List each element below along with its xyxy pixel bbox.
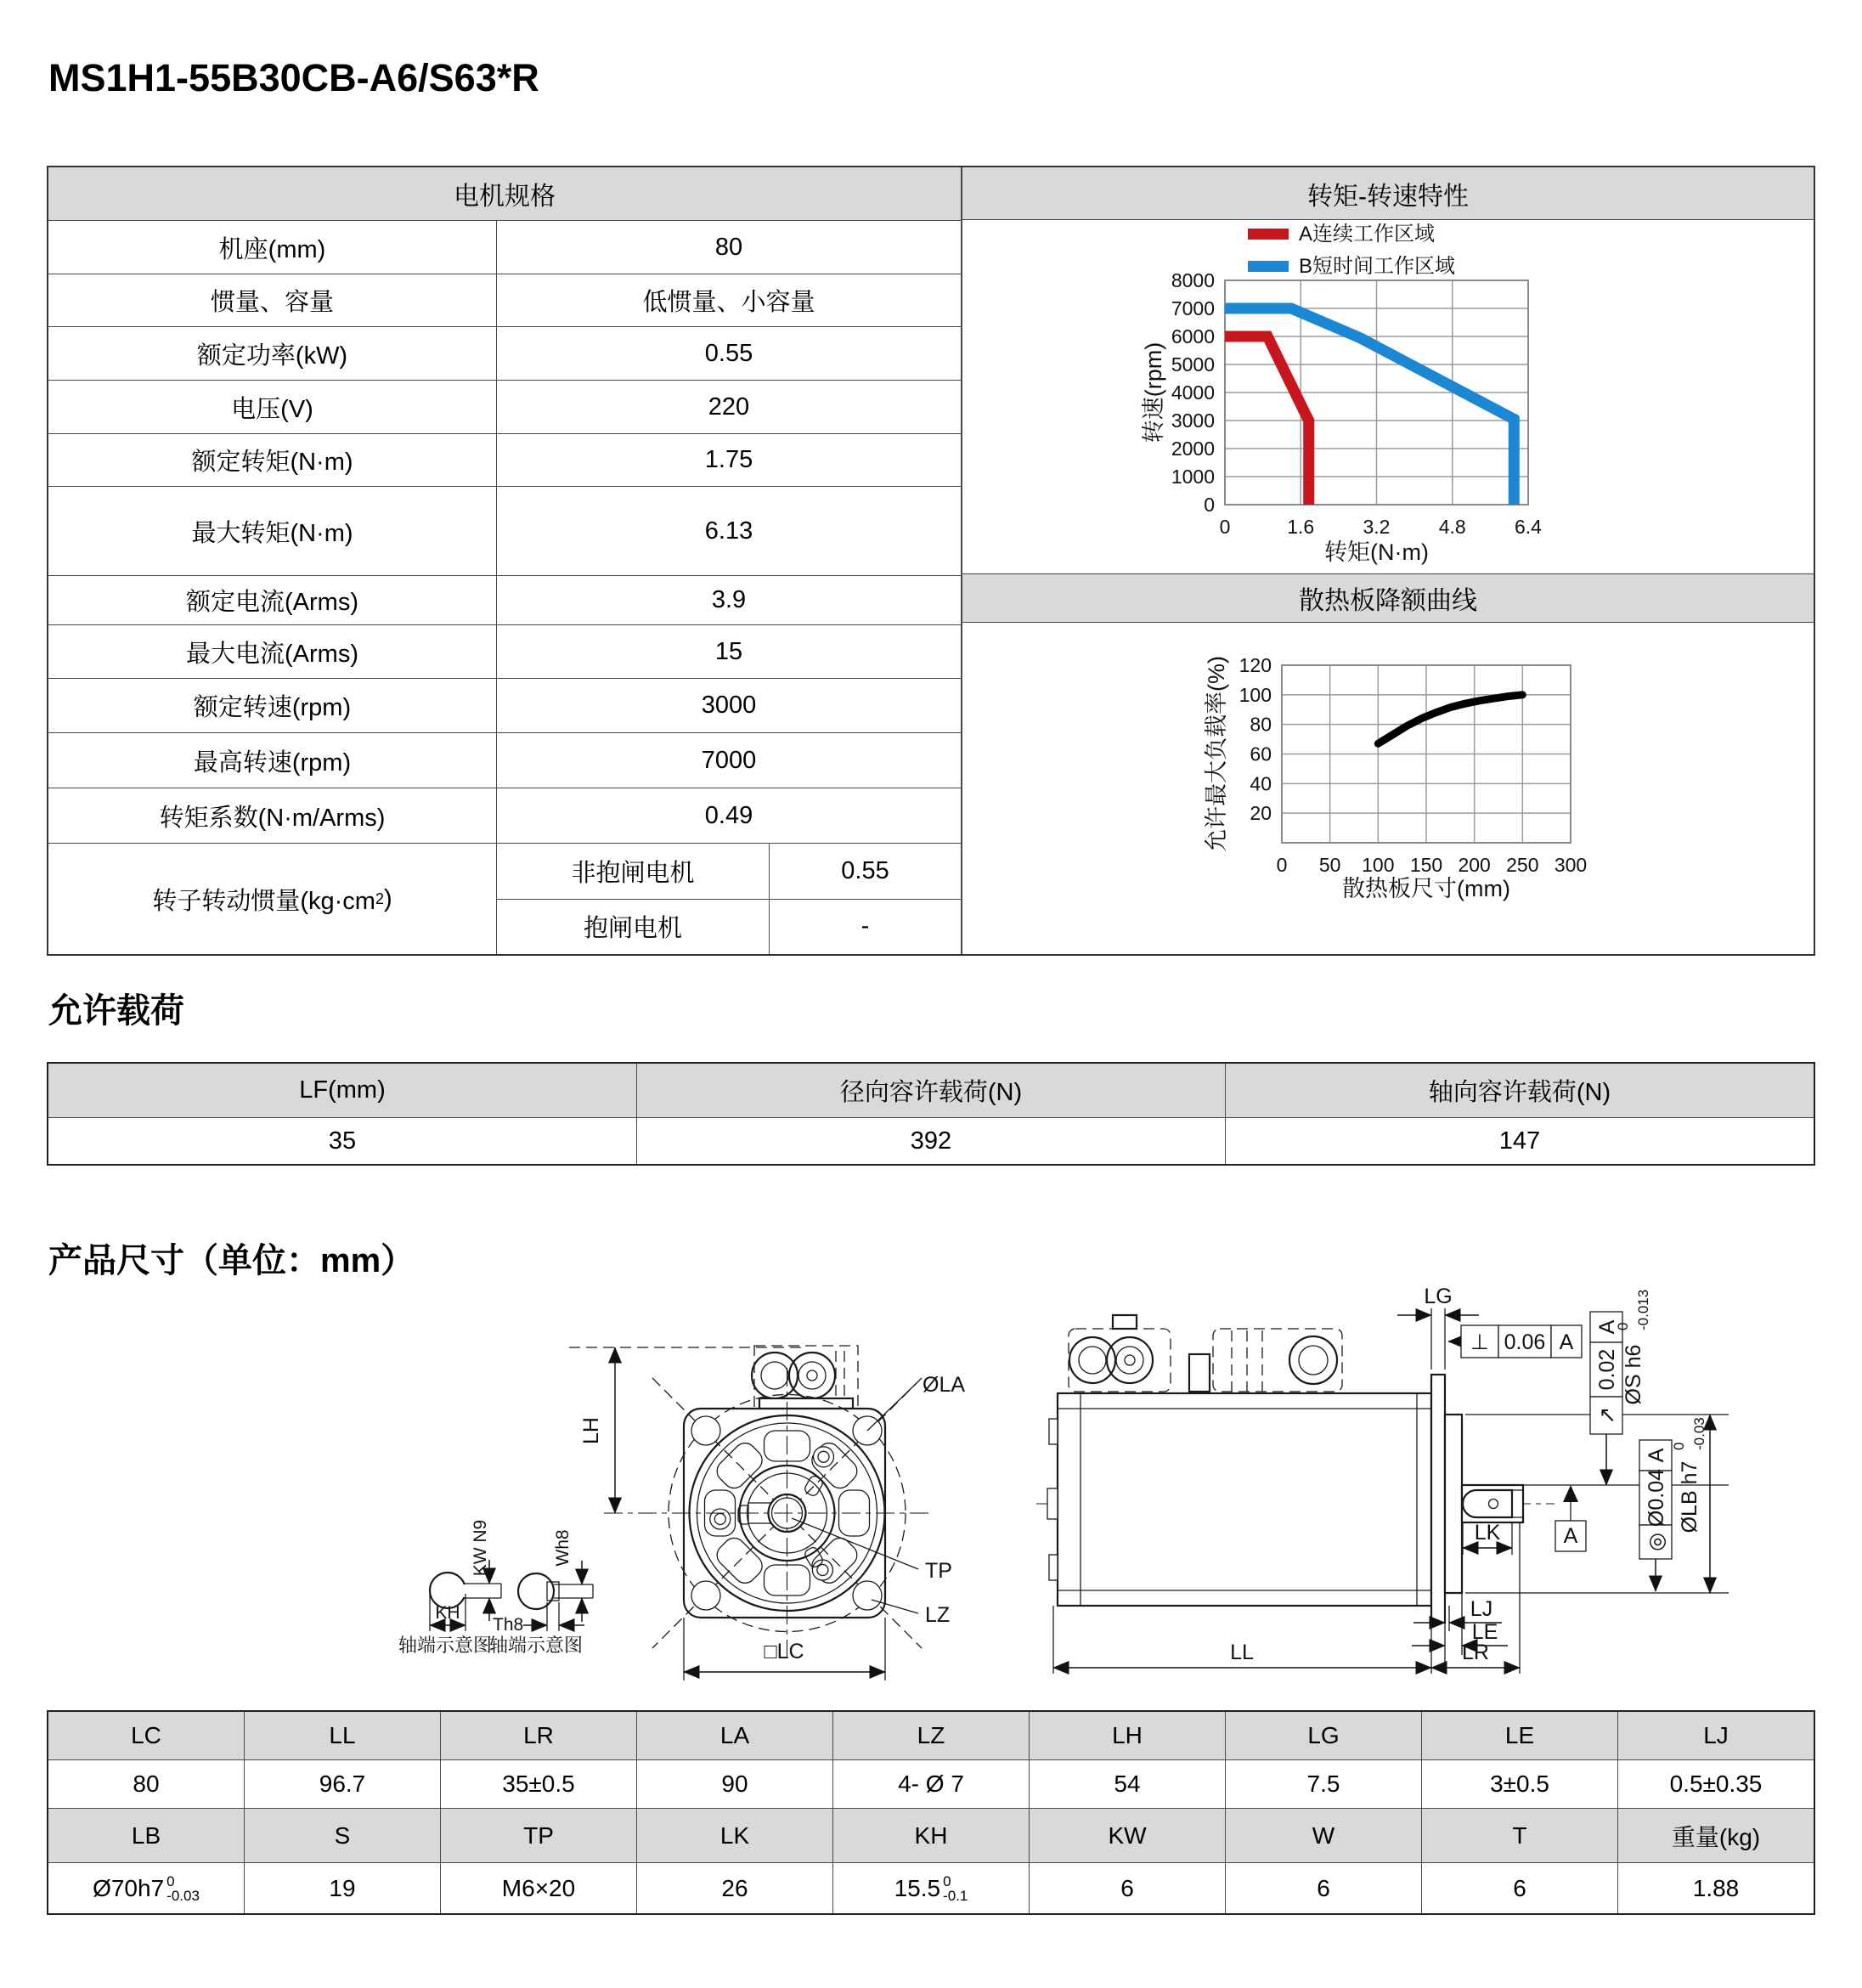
table-row <box>497 844 961 899</box>
svg-text:200: 200 <box>1458 854 1491 876</box>
table-cell: 80 <box>133 1771 160 1797</box>
table-row <box>48 678 961 732</box>
shaft-end-caption: 轴端示意图 <box>398 1635 493 1656</box>
derating-chart-title: 散热板降额曲线 <box>962 573 1814 623</box>
label-ll: LL <box>1230 1641 1254 1664</box>
svg-text:0: 0 <box>1276 854 1288 876</box>
spec-label: 额定转速(rpm) <box>48 679 497 732</box>
table-cell: 6 <box>1029 1863 1225 1913</box>
inertia-label-close: ) <box>383 884 392 912</box>
derating-chart <box>962 623 1815 954</box>
svg-text:ØS h6: ØS h6 <box>1622 1344 1645 1405</box>
table-header-cell: 轴向容许载荷(N) <box>1225 1064 1814 1117</box>
svg-text:0.02: 0.02 <box>1595 1348 1619 1391</box>
spec-label: 电压(V) <box>48 381 497 433</box>
table-row <box>48 326 961 380</box>
spec-value: 3.9 <box>711 586 747 613</box>
table-cell: 35±0.5 <box>440 1760 636 1808</box>
label-tp: TP <box>925 1559 952 1583</box>
table-row <box>48 788 961 843</box>
table-row <box>48 1808 1814 1862</box>
torque-chart-title: 转矩-转速特性 <box>962 167 1814 220</box>
motor-spec-table <box>47 166 1815 956</box>
table-header-cell: LC <box>131 1722 161 1748</box>
table-header-cell: T <box>1421 1809 1617 1862</box>
spec-label: 转矩系数(N·m/Arms) <box>48 788 497 843</box>
label-lg: LG <box>1424 1285 1453 1308</box>
spec-value: 0.49 <box>704 801 753 829</box>
table-header-cell: LJ <box>1617 1712 1814 1759</box>
svg-text:50: 50 <box>1318 854 1341 876</box>
table-cell: 4- Ø 7 <box>832 1760 1029 1808</box>
svg-text:120: 120 <box>1239 654 1272 676</box>
dimension-drawings <box>255 1274 1815 1709</box>
spec-label: 机座(mm) <box>48 221 497 274</box>
svg-text:7000: 7000 <box>1171 297 1215 319</box>
table-header-cell: LE <box>1421 1712 1617 1759</box>
torque-speed-chart <box>962 220 1815 573</box>
svg-text:0: 0 <box>1204 494 1215 516</box>
svg-text:0.06: 0.06 <box>1504 1330 1546 1354</box>
table-row <box>48 380 961 433</box>
svg-text:0: 0 <box>1219 516 1231 538</box>
table-header-cell: KW <box>1029 1809 1225 1862</box>
svg-text:100: 100 <box>1239 683 1272 706</box>
svg-text:6.4: 6.4 <box>1515 516 1542 538</box>
svg-text:A连续工作区域: A连续工作区域 <box>1299 223 1436 246</box>
label-wh: Wh8 <box>553 1529 573 1567</box>
label-th: Th8 <box>493 1615 524 1635</box>
table-row <box>48 1712 1814 1759</box>
inertia-sub-label: 非抱闸电机 <box>497 844 770 899</box>
table-cell: 6 <box>1421 1863 1617 1913</box>
table-cell: 26 <box>636 1863 832 1913</box>
table-header-cell: TP <box>440 1809 636 1862</box>
table-row <box>48 1759 1814 1808</box>
product-dim-title: 产品尺寸（单位：mm） <box>48 1242 415 1279</box>
shaft-end-caption: 轴端示意图 <box>488 1635 584 1656</box>
spec-value: 0.55 <box>704 339 753 367</box>
perp-icon: ⊥ <box>1470 1330 1489 1354</box>
gdt-perpendicularity <box>1448 1325 1582 1358</box>
table-row <box>48 1862 1814 1913</box>
svg-text:3.2: 3.2 <box>1363 516 1391 538</box>
table-row <box>48 575 961 624</box>
table-cell: 392 <box>636 1118 1225 1164</box>
table-row <box>48 624 961 678</box>
table-header-cell: LB <box>131 1821 161 1849</box>
table-cell: 147 <box>1225 1118 1814 1164</box>
inertia-sub-label: 抱闸电机 <box>497 900 770 955</box>
spec-label: 额定转矩(N·m) <box>48 434 497 486</box>
inertia-label-base: 转子转动惯量(kg·cm <box>152 887 375 915</box>
svg-text:A: A <box>1645 1448 1668 1463</box>
svg-text:A: A <box>1563 1524 1578 1548</box>
svg-text:40: 40 <box>1250 772 1272 795</box>
concentricity-icon: ◎ <box>1645 1533 1668 1551</box>
svg-text:2000: 2000 <box>1171 438 1215 460</box>
spec-value: 15 <box>714 637 743 665</box>
inertia-label-sup: 2 <box>375 890 384 907</box>
svg-text:Ø0.04: Ø0.04 <box>1645 1468 1668 1528</box>
label-lc: □LC <box>764 1640 804 1663</box>
label-lj: LJ <box>1470 1597 1493 1621</box>
table-cell: 90 <box>636 1760 832 1808</box>
spec-table-header: 电机规格 <box>48 167 961 220</box>
svg-text:转矩(N·m): 转矩(N·m) <box>1324 539 1429 565</box>
table-cell: 35 <box>328 1127 357 1155</box>
table-header-cell: LL <box>244 1712 440 1759</box>
svg-text:250: 250 <box>1506 854 1539 876</box>
datum-a-flag <box>1555 1485 1586 1551</box>
front-view <box>398 1346 965 1680</box>
svg-text:4.8: 4.8 <box>1438 516 1466 538</box>
table-header-cell: LZ <box>832 1712 1029 1759</box>
svg-text:1.6: 1.6 <box>1287 516 1315 538</box>
table-cell: 3±0.5 <box>1421 1760 1617 1808</box>
label-lr: LR <box>1462 1641 1489 1664</box>
svg-text:300: 300 <box>1554 854 1588 876</box>
svg-text:8000: 8000 <box>1171 269 1215 291</box>
spec-label: 额定功率(kW) <box>48 327 497 380</box>
svg-text:80: 80 <box>1250 713 1272 736</box>
spec-value: 7000 <box>701 746 757 774</box>
table-row <box>48 220 961 274</box>
svg-text:B短时间工作区域: B短时间工作区域 <box>1299 255 1456 278</box>
dim-table <box>47 1710 1815 1915</box>
side-view <box>1036 1285 1729 1674</box>
table-row <box>48 274 961 326</box>
svg-text:-0.03: -0.03 <box>1691 1417 1707 1450</box>
inertia-sub-rows <box>497 844 961 954</box>
table-cell: 19 <box>244 1863 440 1913</box>
label-le: LE <box>1471 1620 1498 1644</box>
page-title: MS1H1-55B30CB-A6/S63*R <box>48 56 539 99</box>
spec-label: 最大电流(Arms) <box>48 625 497 678</box>
label-lz: LZ <box>925 1603 951 1627</box>
table-row <box>48 1064 1814 1118</box>
spec-label: 惯量、容量 <box>48 274 497 326</box>
svg-text:100: 100 <box>1362 854 1395 876</box>
svg-text:0: 0 <box>1671 1442 1687 1450</box>
table-cell: 0.5±0.35 <box>1617 1760 1814 1808</box>
gdt-runout <box>1590 1312 1622 1485</box>
spec-value: 80 <box>714 233 743 261</box>
allowed-load-table <box>47 1062 1815 1166</box>
table-row <box>497 899 961 955</box>
table-row <box>48 486 961 575</box>
spec-label: 最高转速(rpm) <box>48 733 497 788</box>
table-row <box>48 1118 1814 1164</box>
table-row <box>48 433 961 486</box>
table-cell: M6×20 <box>440 1863 636 1913</box>
table-cell: 6 <box>1225 1863 1421 1913</box>
runout-icon: ↗ <box>1595 1406 1619 1425</box>
table-cell: 54 <box>1029 1760 1225 1808</box>
gdt-concentricity <box>1639 1440 1672 1591</box>
svg-text:4000: 4000 <box>1171 381 1215 404</box>
table-cell: Ø70h7 0 -0.03 <box>93 1872 200 1904</box>
table-row <box>48 732 961 788</box>
svg-text:5000: 5000 <box>1171 353 1215 376</box>
table-header-cell: LG <box>1225 1712 1421 1759</box>
spec-value: 6.13 <box>704 517 753 545</box>
spec-label: 额定电流(Arms) <box>48 576 497 624</box>
svg-text:1000: 1000 <box>1171 466 1215 488</box>
table-cell: 96.7 <box>244 1760 440 1808</box>
table-header-cell: 径向容许载荷(N) <box>636 1064 1225 1117</box>
table-cell: 15.5 0 -0.1 <box>832 1863 1029 1913</box>
label-kw: KW N9 <box>471 1519 490 1577</box>
svg-text:ØLB h7: ØLB h7 <box>1678 1460 1701 1533</box>
spec-label: 最大转矩(N·m) <box>48 487 497 575</box>
table-header-cell: LK <box>636 1809 832 1862</box>
spec-value: 低惯量、小容量 <box>642 289 815 316</box>
spec-value: 3000 <box>701 692 757 719</box>
svg-text:转速(rpm): 转速(rpm) <box>1141 342 1166 443</box>
svg-text:20: 20 <box>1250 802 1272 825</box>
spec-value: 220 <box>708 393 750 421</box>
table-header-cell: LA <box>636 1712 832 1759</box>
svg-text:60: 60 <box>1250 743 1272 765</box>
table-cell: 7.5 <box>1225 1760 1421 1808</box>
label-lk: LK <box>1474 1521 1501 1545</box>
inertia-sub-value: 0.55 <box>841 856 889 884</box>
svg-text:A: A <box>1559 1330 1574 1354</box>
svg-text:3000: 3000 <box>1171 409 1215 432</box>
spec-value: 1.75 <box>704 446 753 473</box>
label-lh: LH <box>579 1417 603 1444</box>
table-header-cell: S <box>244 1809 440 1862</box>
allowed-load-title: 允许载荷 <box>48 992 184 1030</box>
motor-spec-left <box>48 167 961 954</box>
svg-text:-0.013: -0.013 <box>1635 1289 1651 1330</box>
table-cell: 1.88 <box>1617 1863 1814 1913</box>
table-header-cell: LR <box>440 1712 636 1759</box>
svg-text:6000: 6000 <box>1171 325 1215 347</box>
inertia-row <box>48 843 961 954</box>
svg-text:A: A <box>1595 1319 1619 1335</box>
shaft-end-detail-2 <box>489 1529 593 1656</box>
table-header-cell: LF(mm) <box>299 1076 386 1104</box>
inertia-sub-value: - <box>860 912 870 940</box>
table-header-cell: W <box>1225 1809 1421 1862</box>
table-header-cell: LH <box>1029 1712 1225 1759</box>
svg-text:150: 150 <box>1409 854 1443 876</box>
svg-text:0: 0 <box>1615 1322 1631 1330</box>
spec-rows <box>48 220 961 843</box>
label-ola: ØLA <box>923 1373 966 1397</box>
table-header-cell: 重量(kg) <box>1617 1809 1814 1862</box>
charts-panel <box>961 167 1814 954</box>
pilot-tolerance <box>1671 1417 1707 1533</box>
svg-text:散热板尺寸(mm): 散热板尺寸(mm) <box>1342 876 1510 901</box>
shaft-end-detail-1 <box>398 1520 501 1656</box>
inertia-label <box>48 844 497 954</box>
svg-text:允许最大负载率(%): 允许最大负载率(%) <box>1204 656 1229 852</box>
table-header-cell: KH <box>832 1809 1029 1862</box>
label-kh: KH <box>435 1603 460 1623</box>
